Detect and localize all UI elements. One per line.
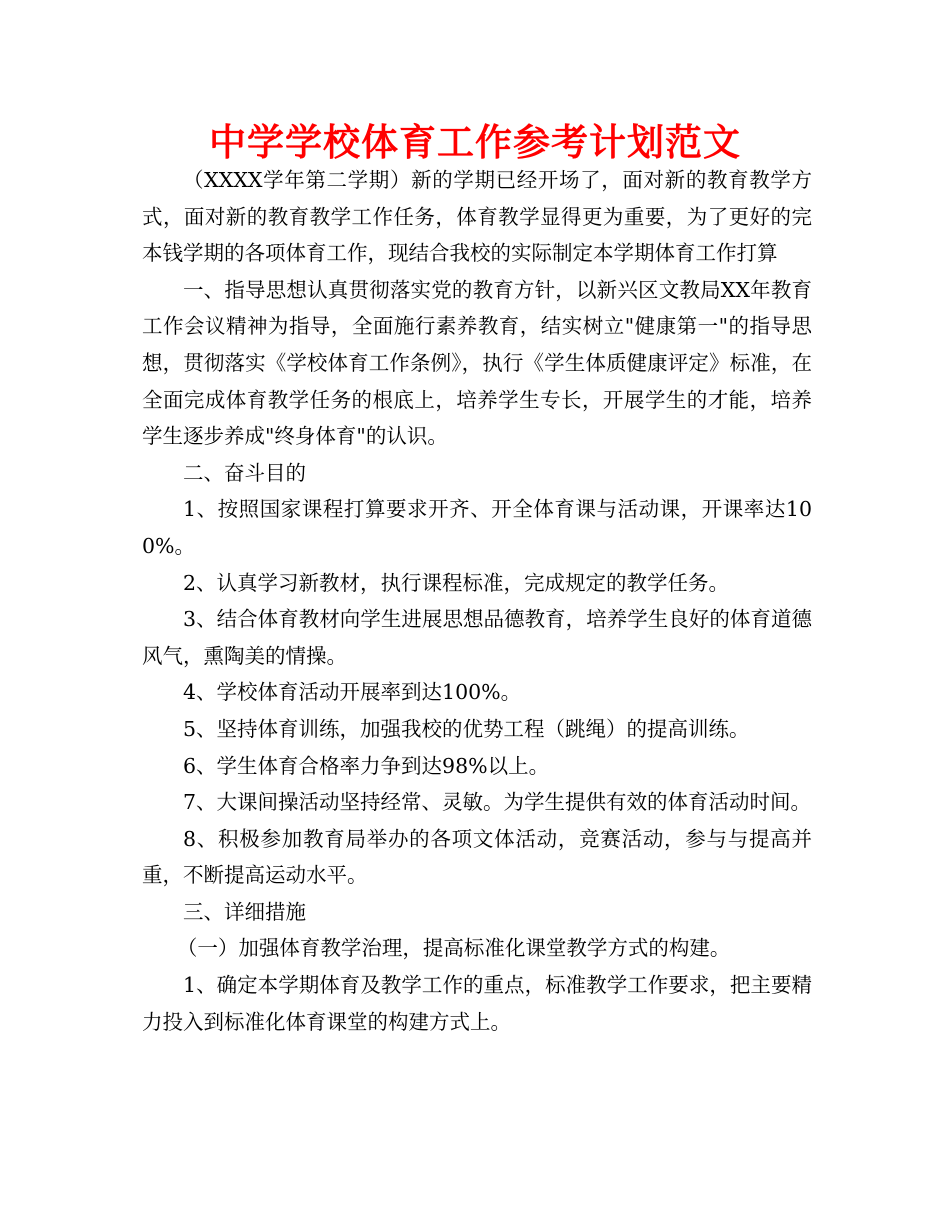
section-heading-goals: 二、奋斗目的 [183, 460, 306, 485]
goal-item-7: 7、大课间操活动坚持经常、灵敏。为学生提供有效的体育活动时间。 [183, 790, 812, 815]
measures-subheading-1: （一）加强体育教学治理，提高标准化课堂教学方式的构建。 [176, 936, 731, 961]
section-heading-measures: 三、详细措施 [183, 899, 306, 924]
goal-item-4: 4、学校体育活动开展率到达100%。 [183, 680, 522, 705]
intro-paragraph: （XXXX学年第二学期）新的学期已经开场了，面对新的教育教学方式，面对新的教育教学工作任务，体育教学显得更为重要，为了更好的完本钱学期的各项体育工作，现结合我校的实际制定本学期体育工作打算 [142, 168, 812, 266]
goal-item-2: 2、认真学习新教材，执行课程标准，完成规定的教学任务。 [183, 570, 730, 595]
goal-item-6: 6、学生体育合格率力争到达98%以上。 [183, 753, 550, 778]
measure-item-1: 1、确定本学期体育及教学工作的重点，标准教学工作要求，把主要精力投入到标准化体育课堂的构建方式上。 [142, 973, 812, 1034]
goal-item-3: 3、结合体育教材向学生进展思想品德教育，培养学生良好的体育道德风气，熏陶美的情操。 [142, 607, 812, 668]
goal-item-1: 1、按照国家课程打算要求开齐、开全体育课与活动课，开课率达100%。 [142, 497, 812, 558]
guiding-ideology-paragraph: 一、指导思想认真贯彻落实党的教育方针，以新兴区文教局XX年教育工作会议精神为指导，全面施行素养教育，结实树立"健康第一"的指导思想，贯彻落实《学校体育工作条例》，执行《学生体质健康评定》标准，在全面完成体育教学任务的根底上，培养学生专长，开展学生的才能，培养学生逐步养成"终身体育"的认识。 [142, 277, 812, 449]
goal-item-5: 5、坚持体育训练，加强我校的优势工程（跳绳）的提高训练。 [183, 716, 750, 741]
document-body [142, 162, 812, 1040]
goal-item-8: 8、积极参加教育局举办的各项文体活动，竞赛活动，参与与提高并重，不断提高运动水平。 [142, 826, 812, 888]
document-title: 中学学校体育工作参考计划范文 [209, 121, 741, 164]
